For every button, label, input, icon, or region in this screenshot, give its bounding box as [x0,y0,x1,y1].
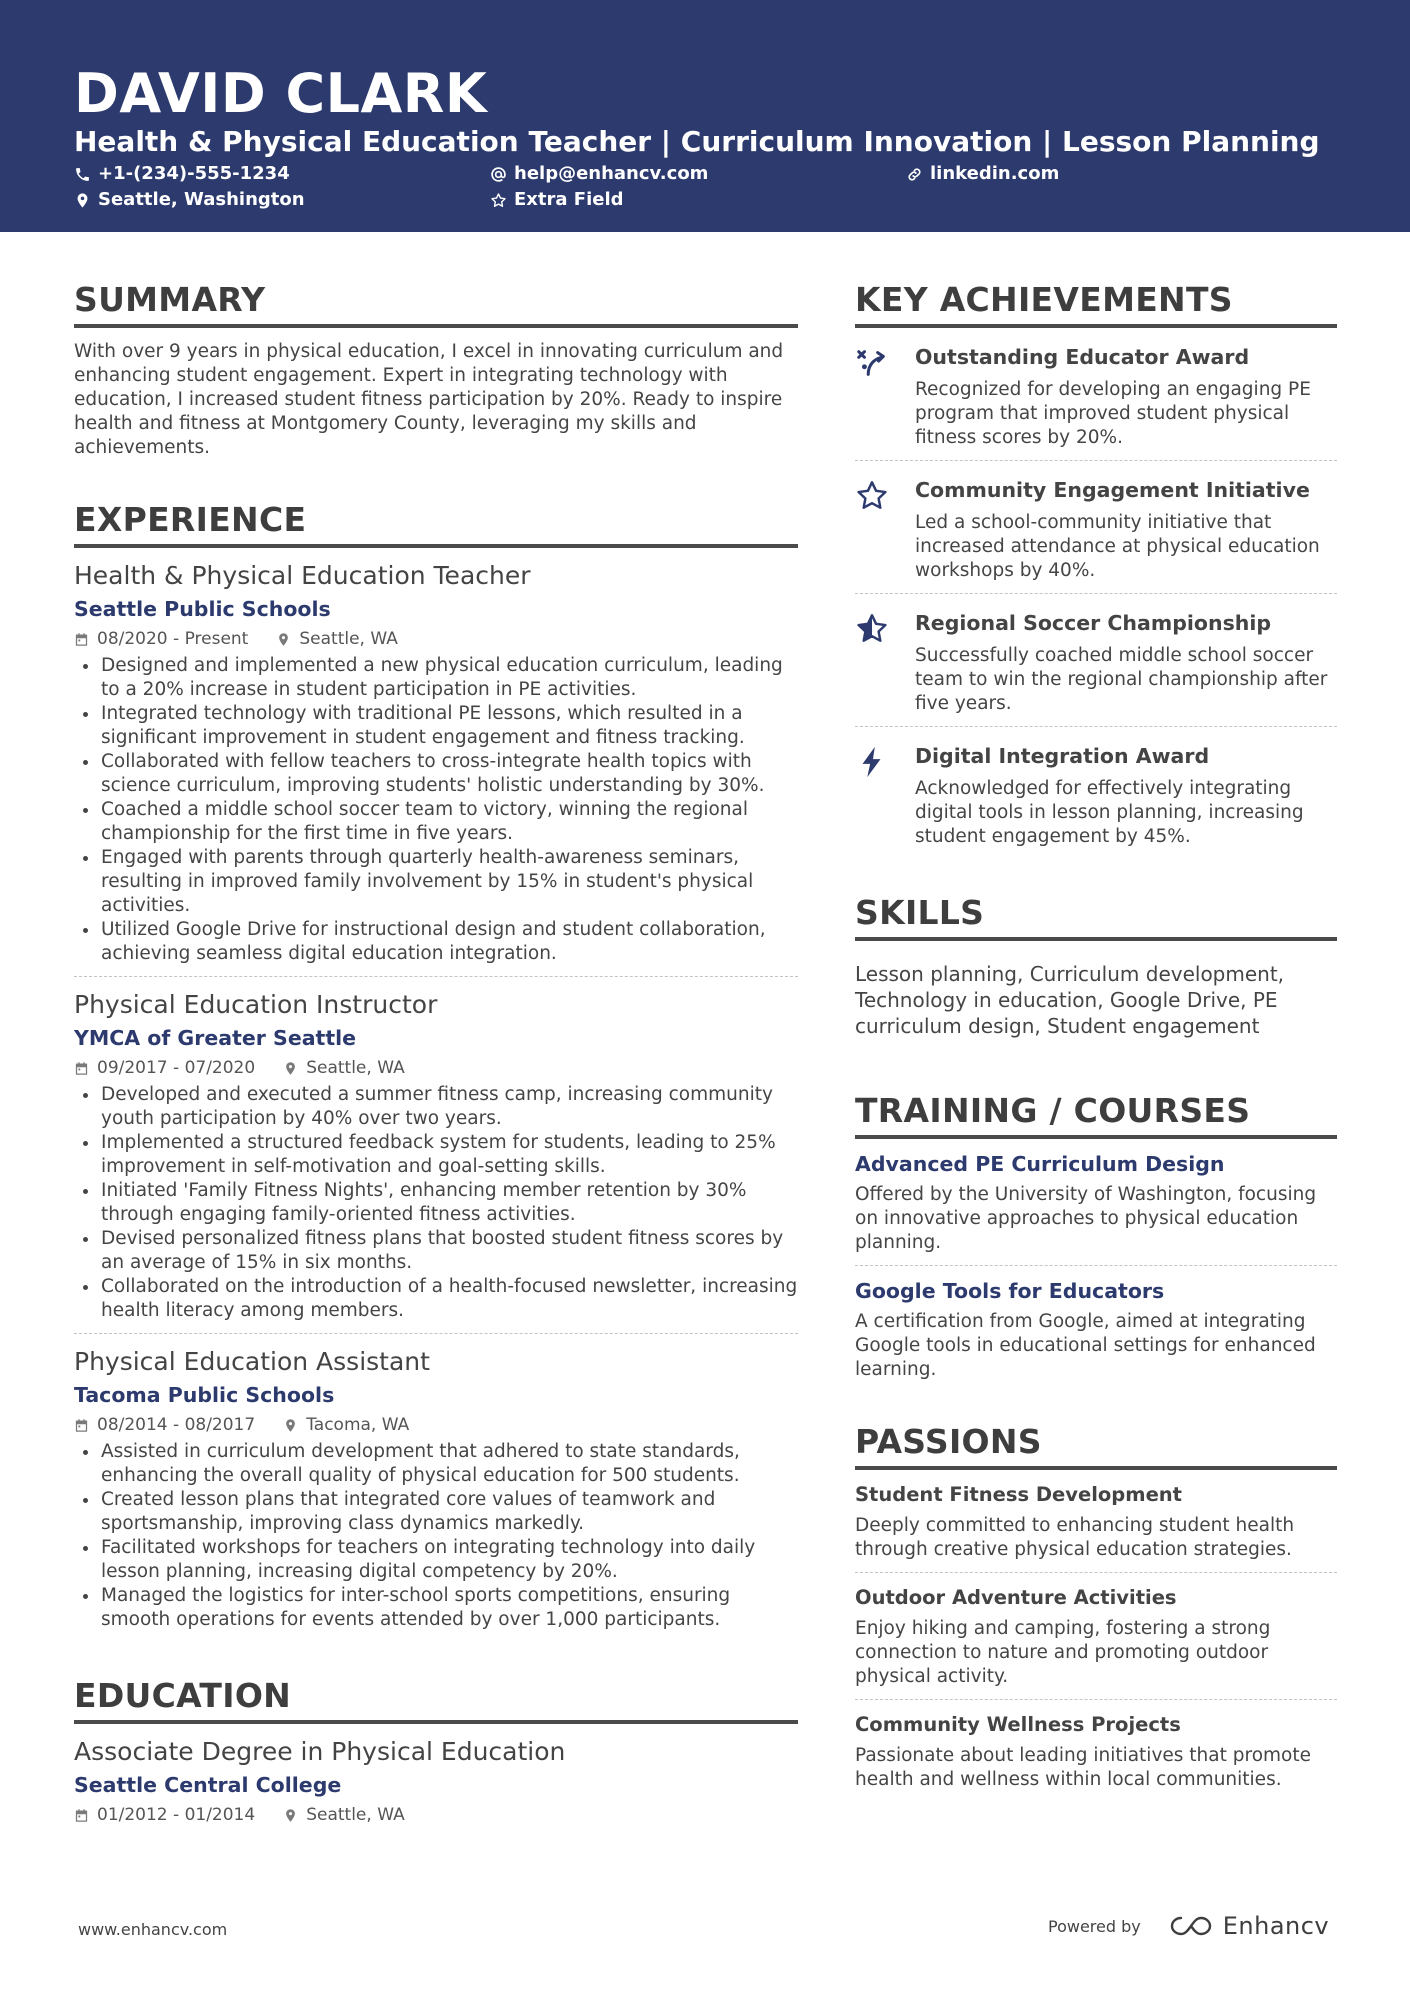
phone-text: +1-(234)-555-1234 [98,163,290,184]
course-title: Advanced PE Curriculum Design [855,1152,1225,1176]
education-heading: EDUCATION [74,1676,798,1724]
calendar-icon [74,1061,89,1076]
brand-name: Enhancv [1222,1912,1330,1940]
at-icon [490,166,507,183]
job-location [283,1414,409,1436]
job-location-text: Seattle, WA [306,1058,405,1078]
bullet-item: Created lesson plans that integrated core values of teamwork and sportsmanship, improving class dynamics markedly. [74,1488,798,1536]
calendar-icon [74,1808,89,1823]
education-meta [74,1804,798,1826]
achievement-body [915,610,1337,716]
company-name: Tacoma Public Schools [74,1383,335,1407]
candidate-headline: Health & Physical Education Teacher | Curriculum Innovation | Lesson Planning [74,125,1320,158]
summary-text: With over 9 years in physical education, I excel in innovating curriculum and enhancing student engagement. Expert in integrating technology with education, I increased student fitness participation by 20%. Ready to inspire health and fitness at Montgomery County, leveraging my skills and achievements. [74,341,784,458]
link-icon [906,166,923,183]
location-pin-icon [276,632,291,647]
achievement-item [855,328,1337,460]
strategy-icon [855,346,889,380]
job-entry [74,976,798,1333]
achievement-title: Community Engagement Initiative [915,478,1310,502]
job-title: Physical Education Assistant [74,1347,430,1376]
passion-item [855,1572,1337,1699]
passion-title: Student Fitness Development [855,1483,1182,1506]
summary-section [74,280,798,460]
course-desc: Offered by the University of Washington, focusing on innovative approaches to physical education planning. [855,1184,1317,1253]
job-title: Health & Physical Education Teacher [74,561,531,590]
job-dates: 08/2020 - Present [97,629,249,649]
education-entry [74,1736,798,1836]
achievement-desc: Led a school-community initiative that increased attendance at physical education workshops by 40%. [915,512,1320,581]
job-title: Physical Education Instructor [74,990,438,1019]
location-pin-icon [283,1418,298,1433]
bullet-item: Engaged with parents through quarterly health-awareness seminars, resulting in improved family involvement by 15% in student's physical activities. [74,846,798,918]
job-meta [74,1414,798,1436]
bullet-item: Assisted in curriculum development that adhered to state standards, enhancing the overall quality of physical education for 500 students. [74,1440,798,1488]
passion-title: Outdoor Adventure Activities [855,1586,1177,1609]
job-location-text: Seattle, WA [299,629,398,649]
course-item [855,1139,1337,1265]
job-dates: 09/2017 - 07/2020 [97,1058,256,1078]
education-dates: 01/2012 - 01/2014 [97,1805,256,1825]
skills-text: Lesson planning, Curriculum development, Technology in education, Google Drive, PE curriculum design, Student engagement [855,962,1285,1038]
course-title: Google Tools for Educators [855,1279,1165,1303]
company-name: Seattle Public Schools [74,597,331,621]
skills-heading: SKILLS [855,893,1337,941]
job-bullets [74,654,798,966]
bullet-item: Designed and implemented a new physical education curriculum, leading to a 20% increase in student participation in PE activities. [74,654,798,702]
bullet-item: Managed the logistics for inter-school sports competitions, ensuring smooth operations for events attended by over 1,000 participants. [74,1584,798,1632]
bullet-item: Devised personalized fitness plans that boosted student fitness scores by an average of 15% in six months. [74,1227,798,1275]
achievement-desc: Acknowledged for effectively integrating digital tools in lesson planning, increasing student engagement by 45%. [915,778,1304,847]
course-desc: A certification from Google, aimed at integrating Google tools in educational settings for enhanced learning. [855,1311,1316,1380]
education-section [74,1676,798,1836]
star-outline-icon [490,192,507,209]
calendar-icon [74,632,89,647]
phone-icon [74,166,91,183]
bullet-item: Developed and executed a summer fitness camp, increasing community youth participation by 40% over two years. [74,1083,798,1131]
achievement-icon-wrap [855,477,915,583]
star-half-icon [855,612,889,646]
achievement-item [855,460,1337,593]
contact-email[interactable] [490,162,708,186]
achievements-heading: KEY ACHIEVEMENTS [855,280,1337,328]
achievement-body [915,344,1337,450]
bullet-item: Collaborated on the introduction of a health-focused newsletter, increasing health literacy among members. [74,1275,798,1323]
school-name: Seattle Central College [74,1773,342,1797]
achievement-desc: Successfully coached middle school soccer team to win the regional championship after five years. [915,645,1328,714]
passions-heading: PASSIONS [855,1422,1337,1470]
achievements-section [855,280,1337,859]
job-dates: 08/2014 - 08/2017 [97,1415,256,1435]
achievement-item [855,726,1337,859]
passion-title: Community Wellness Projects [855,1713,1181,1736]
passion-desc: Passionate about leading initiatives that promote health and wellness within local communities. [855,1745,1311,1790]
contact-location [74,188,305,212]
bullet-item: Initiated 'Family Fitness Nights', enhancing member retention by 30% through engaging family-oriented fitness activities. [74,1179,798,1227]
job-location-text: Tacoma, WA [306,1415,410,1435]
achievement-body [915,743,1337,849]
achievement-title: Outstanding Educator Award [915,345,1250,369]
lightning-icon [855,745,889,779]
company-name: YMCA of Greater Seattle [74,1026,357,1050]
bullet-item: Collaborated with fellow teachers to cross-integrate health topics with science curriculum, improving students' holistic understanding by 30%. [74,750,798,798]
training-section [855,1091,1337,1392]
skills-section [855,893,1337,1039]
experience-section [74,500,798,1642]
passion-desc: Deeply committed to enhancing student health through creative physical education strategies. [855,1515,1295,1560]
education-location [283,1804,405,1826]
achievement-body [915,477,1337,583]
contact-phone[interactable] [74,162,290,186]
achievement-icon-wrap [855,610,915,716]
location-pin-icon [283,1061,298,1076]
contact-linkedin[interactable] [906,162,1059,186]
location-text: Seattle, Washington [98,189,305,210]
job-meta [74,1057,798,1079]
bullet-item: Facilitated workshops for teachers on integrating technology into daily lesson planning, increasing digital competency by 20%. [74,1536,798,1584]
footer-website[interactable]: www.enhancv.com [78,1920,228,1939]
job-bullets [74,1083,798,1323]
star-outline-icon [855,479,889,513]
calendar-icon [74,1418,89,1433]
left-column [74,280,798,1836]
enhancv-logo-icon [1167,1913,1215,1939]
bullet-item: Utilized Google Drive for instructional design and student collaboration, achieving seamless digital education integration. [74,918,798,966]
contact-extra [490,188,624,212]
course-item [855,1265,1337,1392]
experience-heading: EXPERIENCE [74,500,798,548]
powered-by-text: Powered by [1048,1916,1141,1936]
achievement-icon-wrap [855,344,915,450]
achievement-title: Digital Integration Award [915,744,1210,768]
passions-section [855,1422,1337,1802]
education-location-text: Seattle, WA [306,1805,405,1825]
training-heading: TRAINING / COURSES [855,1091,1337,1139]
email-text: help@enhancv.com [514,163,709,184]
location-pin-icon [74,192,91,209]
degree-title: Associate Degree in Physical Education [74,1737,566,1766]
achievement-desc: Recognized for developing an engaging PE program that improved student physical fitness scores by 20%. [915,379,1311,448]
bullet-item: Implemented a structured feedback system for students, leading to 25% improvement in self-motivation and goal-setting skills. [74,1131,798,1179]
job-entry [74,560,798,976]
right-column [855,280,1337,1802]
job-location [283,1057,405,1079]
achievement-icon-wrap [855,743,915,849]
summary-heading: SUMMARY [74,280,798,328]
job-meta [74,628,798,650]
candidate-name: DAVID CLARK [74,62,488,125]
bullet-item: Coached a middle school soccer team to victory, winning the regional championship for the first time in five years. [74,798,798,846]
resume-header [0,0,1410,232]
location-pin-icon [283,1808,298,1823]
bullet-item: Integrated technology with traditional PE lessons, which resulted in a significant improvement in student engagement and fitness tracking. [74,702,798,750]
extra-field-text: Extra Field [514,189,624,210]
brand-logo [1167,1912,1329,1940]
job-location [276,628,398,650]
footer-branding[interactable] [1048,1912,1329,1940]
passion-item [855,1699,1337,1802]
job-bullets [74,1440,798,1632]
achievement-item [855,593,1337,726]
achievement-title: Regional Soccer Championship [915,611,1272,635]
job-entry [74,1333,798,1642]
passion-desc: Enjoy hiking and camping, fostering a strong connection to nature and promoting outdoor physical activity. [855,1618,1271,1687]
linkedin-text: linkedin.com [930,163,1060,184]
passion-item [855,1470,1337,1572]
